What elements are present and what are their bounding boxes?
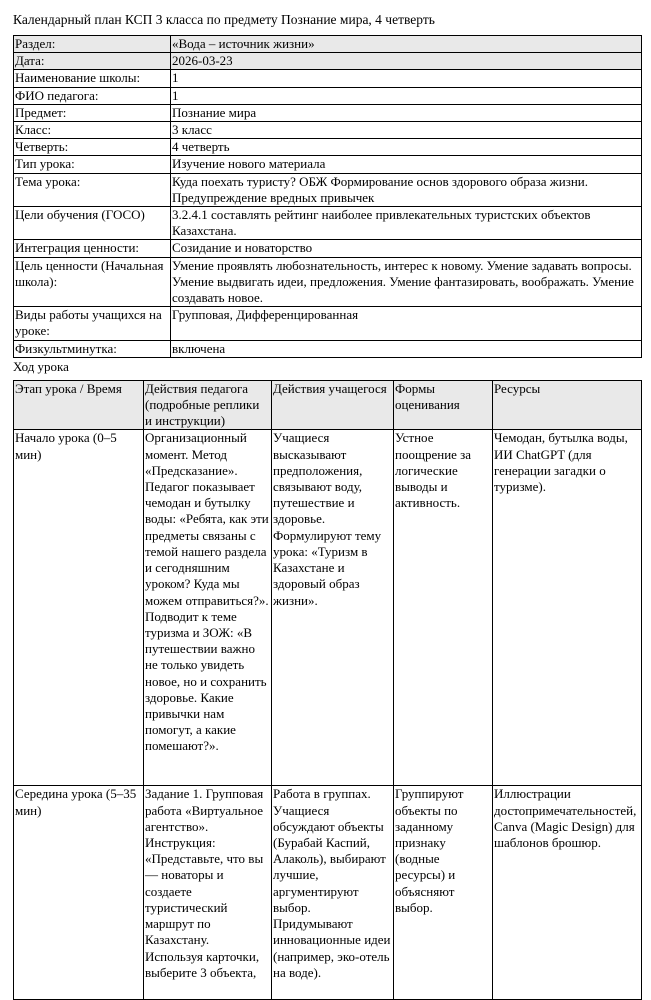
info-row (14, 207, 642, 240)
lesson-info-table (13, 35, 642, 358)
info-value: 1 (171, 87, 642, 104)
info-value: «Вода – источник жизни» (171, 36, 642, 53)
info-label: Виды работы учащихся на уроке: (14, 307, 171, 340)
steps-column-header: Формы оценивания (394, 380, 493, 430)
info-row (14, 173, 642, 206)
info-row (14, 53, 642, 70)
info-label: Предмет: (14, 104, 171, 121)
info-label: Дата: (14, 53, 171, 70)
steps-cell: Начало урока (0–5 мин) (14, 430, 144, 786)
info-label: ФИО педагога: (14, 87, 171, 104)
info-value: 2026-03-23 (171, 53, 642, 70)
steps-column-header: Ресурсы (493, 380, 642, 430)
document-title: Календарный план КСП 3 класса по предмету Познание мира, 4 четверть (13, 12, 435, 27)
info-value: Групповая, Дифференцированная (171, 307, 642, 340)
info-label: Наименование школы: (14, 70, 171, 87)
info-row (14, 340, 642, 357)
steps-row (14, 430, 642, 786)
steps-cell: Середина урока (5–35 мин) (14, 786, 144, 1000)
info-label: Тема урока: (14, 173, 171, 206)
info-row (14, 70, 642, 87)
steps-cell: Чемодан, бутылка воды, ИИ ChatGPT (для генерации загадки о туризме). (493, 430, 642, 786)
info-label: Интеграция ценности: (14, 240, 171, 257)
info-label: Тип урока: (14, 156, 171, 173)
info-value: Изучение нового материала (171, 156, 642, 173)
info-row (14, 156, 642, 173)
info-row (14, 104, 642, 121)
info-label: Физкультминутка: (14, 340, 171, 357)
steps-cell: Иллюстрации достопримечательностей, Canva (Magic Design) для шаблонов брошюр. (493, 786, 642, 1000)
info-row (14, 87, 642, 104)
info-row (14, 257, 642, 307)
lesson-steps-table (13, 380, 642, 1000)
info-label: Цель ценности (Начальная школа): (14, 257, 171, 307)
info-value: Умение проявлять любознательность, интерес к новому. Умение задавать вопросы. Умение выдвигать идеи, предложения. Умение фантазировать, воображать. Умение создавать новое. (171, 257, 642, 307)
info-row (14, 307, 642, 340)
info-value: Куда поехать туристу? ОБЖ Формирование основ здорового образа жизни. Предупреждение вредных привычек (171, 173, 642, 206)
info-value: включена (171, 340, 642, 357)
info-label: Цели обучения (ГОСО) (14, 207, 171, 240)
info-value: 1 (171, 70, 642, 87)
info-value: 3 класс (171, 122, 642, 139)
steps-cell: Работа в группах. Учащиеся обсуждают объекты (Бурабай Каспий, Алаколь), выбирают лучшие, аргументируют выбор. Придумывают инновационные идеи (например, эко-отель на воде). (272, 786, 394, 1000)
lesson-progress-label: Ход урока (13, 358, 69, 374)
steps-row (14, 786, 642, 1000)
info-label: Раздел: (14, 36, 171, 53)
steps-cell: Устное поощрение за логические выводы и активность. (394, 430, 493, 786)
steps-column-header: Действия учащегося (272, 380, 394, 430)
steps-cell: Учащиеся высказывают предположения, связывают воду, путешествие и здоровье. Формулируют тему урока: «Туризм в Казахстане и здоровый образ жизни». (272, 430, 394, 786)
steps-column-header: Этап урока / Время (14, 380, 144, 430)
info-value: 4 четверть (171, 139, 642, 156)
steps-cell: Задание 1. Групповая работа «Виртуальное агентство». Инструкция: «Представьте, что вы — новаторы и создаете туристический маршрут по Казахстану. Используя карточки, выберите 3 объекта, (144, 786, 272, 1000)
info-value: 3.2.4.1 составлять рейтинг наиболее привлекательных туристских объектов Казахстана. (171, 207, 642, 240)
info-label: Класс: (14, 122, 171, 139)
info-row (14, 240, 642, 257)
info-row (14, 139, 642, 156)
steps-column-header: Действия педагога (подробные реплики и инструкции) (144, 380, 272, 430)
steps-header-row (14, 380, 642, 430)
info-value: Созидание и новаторство (171, 240, 642, 257)
steps-cell: Группируют объекты по заданному признаку (водные ресурсы) и объясняют выбор. (394, 786, 493, 1000)
info-row (14, 122, 642, 139)
info-label: Четверть: (14, 139, 171, 156)
info-row (14, 36, 642, 53)
document-page (13, 11, 641, 1000)
steps-cell: Организационный момент. Метод «Предсказание». Педагог показывает чемодан и бутылку воды: «Ребята, как эти предметы связаны с темой нашего раздела и сегодняшним уроком? Куда мы можем отправиться?». Подводит к теме туризма и ЗОЖ: «В путешествии важно не только увидеть новое, но и сохранить здоровье. Какие привычки нам помогут, а какие помешают?». (144, 430, 272, 786)
info-value: Познание мира (171, 104, 642, 121)
